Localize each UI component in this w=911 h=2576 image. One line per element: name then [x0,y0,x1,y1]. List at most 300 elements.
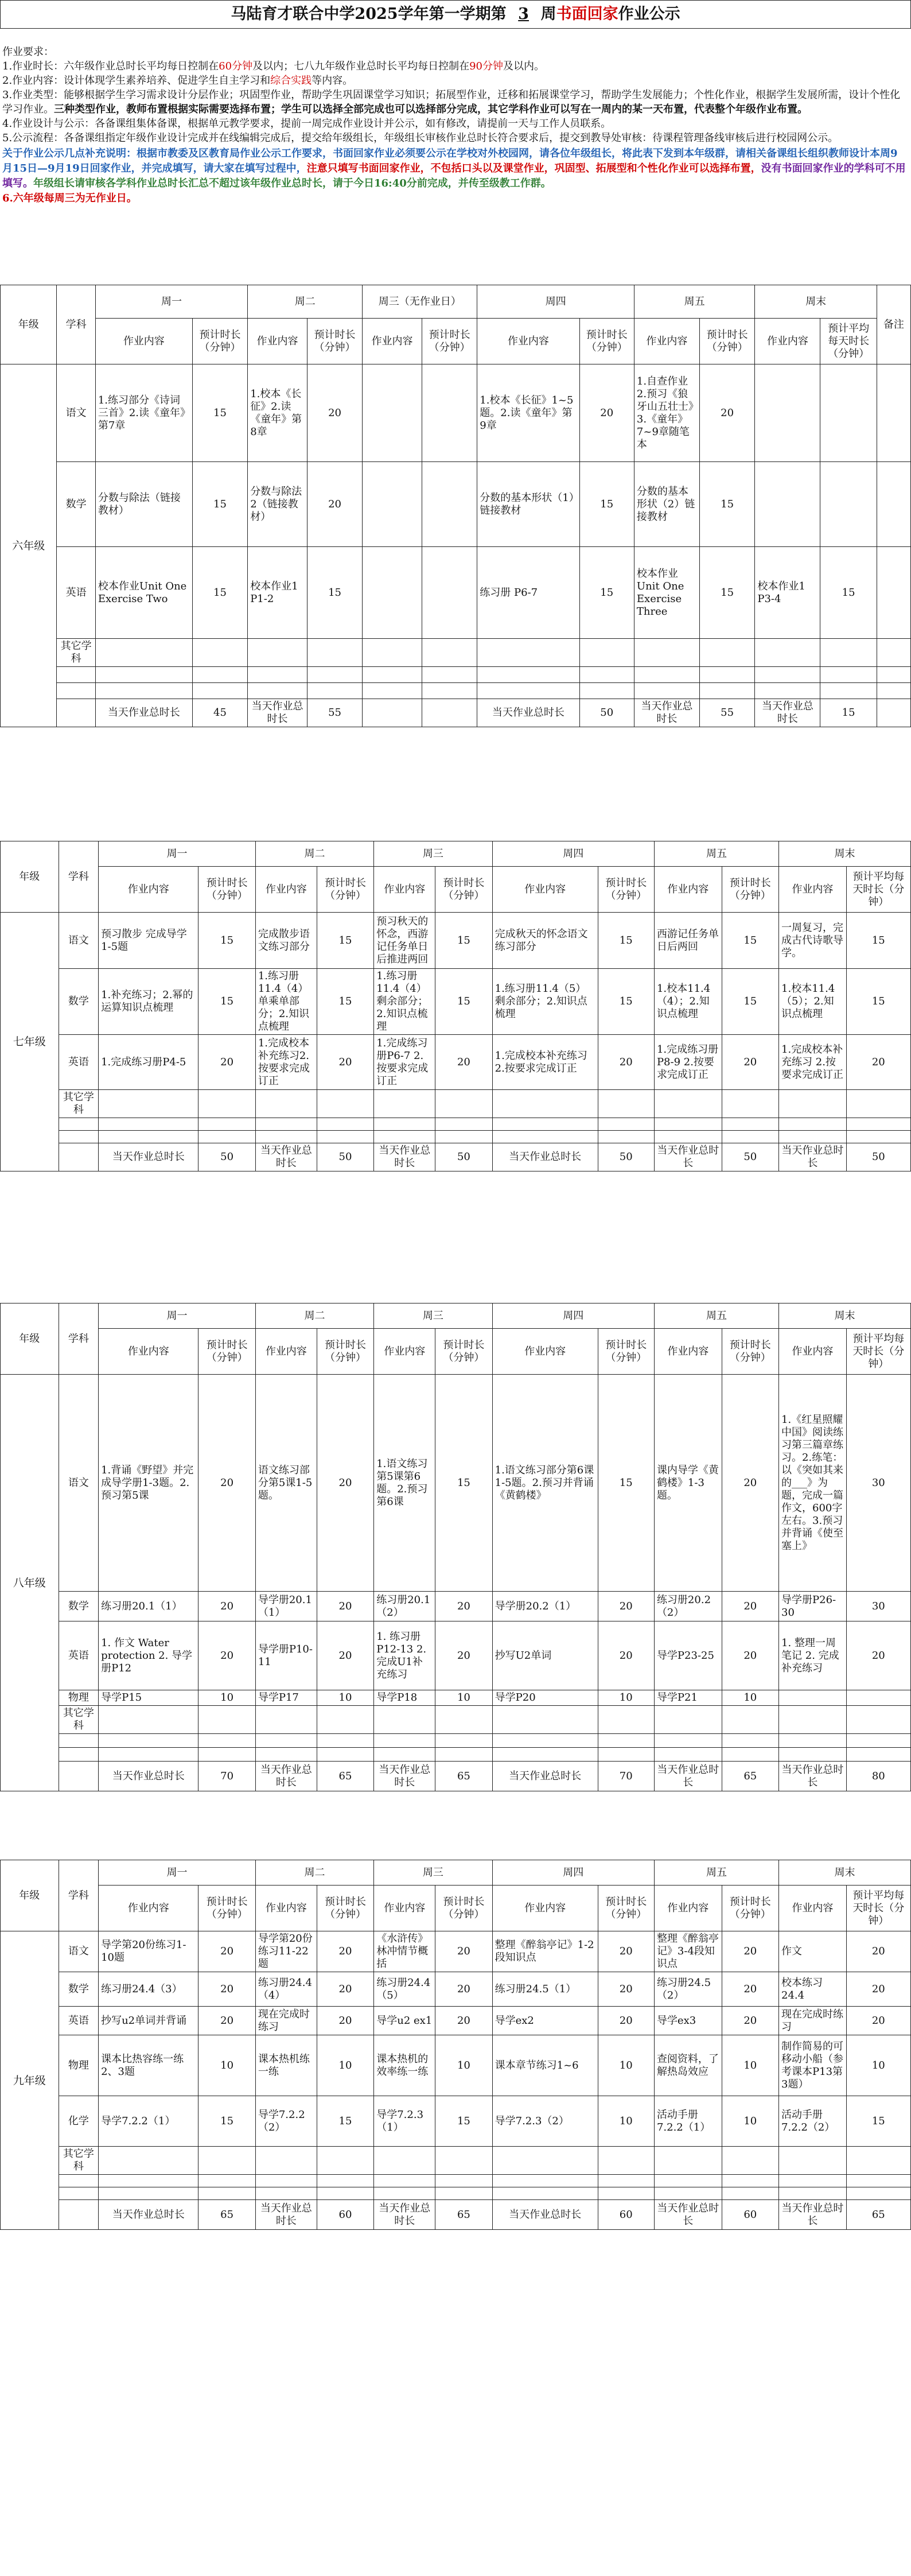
empty-cell [654,1706,722,1734]
time-header: 预计时长（分钟） [435,1886,492,1931]
homework-time: 20 [198,1592,255,1621]
subject-row [1,547,911,639]
day-header-tue: 周二 [255,841,373,867]
day-header-mon: 周一 [95,285,247,319]
homework-time: 20 [846,2007,910,2035]
homework-content: 制作简易的可移动小船（参考课本P13第3题） [779,2035,847,2096]
homework-content [363,462,422,547]
homework-time: 20 [722,1035,778,1090]
homework-time: 20 [699,364,754,462]
homework-content: 练习册20.1（2） [374,1592,435,1621]
empty-cell [255,1706,317,1734]
empty-cell [722,2175,778,2187]
homework-time: 20 [317,1972,373,2007]
content-header: 作业内容 [255,1886,317,1931]
homework-content: 1.完成校本补充练习 2.按要求完成订正 [779,1035,847,1090]
homework-content: 预习散步 完成导学1-5题 [99,913,198,969]
grade-label: 七年级 [1,913,59,1171]
homework-time: 20 [846,1931,910,1972]
homework-content: 整理《醉翁亭记》3-4段知识点 [654,1931,722,1972]
empty-cell [59,2175,99,2187]
empty-cell [59,1143,99,1171]
time-header: 预计时长（分钟） [579,319,634,364]
daily-total-label: 当天作业总时长 [99,2200,198,2230]
empty-cell [198,2147,255,2175]
empty-cell [477,683,579,699]
daily-total-value: 50 [579,699,634,727]
requirement-4: 4.作业设计与公示：各备课组集体备课，根据单元教学要求，提前一周完成作业设计并公示，如有修改，请提前一天与工作人员联系。 [2,118,612,130]
empty-cell [435,2147,492,2175]
homework-time: 20 [198,2007,255,2035]
homework-content: 完成秋天的怀念语文练习部分 [492,913,598,969]
homework-time: 20 [722,1931,778,1972]
empty-cell [598,1734,654,1748]
homework-content: 分数与除法2（链接教材） [248,462,307,547]
subject-row [1,364,911,462]
other-subjects-label: 其它学科 [59,1706,99,1734]
homework-time: 15 [435,913,492,969]
homework-time [820,462,877,547]
day-header-thu: 周四 [477,285,634,319]
homework-content [363,364,422,462]
daily-total-label: 当天作业总时长 [492,1762,598,1791]
empty-cell [57,683,95,699]
homework-content [755,364,820,462]
empty-cell [435,2175,492,2187]
empty-cell [598,2187,654,2200]
empty-cell [846,2147,910,2175]
subject-label: 数学 [59,969,99,1035]
content-header: 作业内容 [634,319,699,364]
homework-time: 20 [846,1035,910,1090]
homework-content: 导学册P10-11 [255,1621,317,1690]
empty-cell [255,1131,317,1143]
requirement-2: 2.作业内容：设计体现学生素养培养、促进学生自主学习和综合实践等内容。 [2,75,353,87]
empty-cell [435,1090,492,1118]
homework-time: 15 [198,913,255,969]
day-header-wed: 周三 [374,1860,492,1886]
subject-row [1,2035,911,2096]
homework-time: 10 [317,2035,373,2096]
subject-row [1,2007,911,2035]
time-header: 预计时长（分钟） [435,867,492,913]
empty-cell [317,1706,373,1734]
time-header: 预计时长（分钟） [598,867,654,913]
empty-cell [598,1118,654,1131]
empty-cell [59,1131,99,1143]
content-header: 作业内容 [492,1329,598,1375]
homework-content: 分数与除法（链接教材） [95,462,192,547]
homework-time [820,364,877,462]
empty-cell [255,1748,317,1762]
homework-time: 15 [435,1375,492,1592]
empty-cell [846,1748,910,1762]
homework-content: 练习册24.5（2） [654,1972,722,2007]
empty-cell [654,1131,722,1143]
empty-cell [307,639,362,667]
empty-cell [198,1090,255,1118]
empty-cell [255,2147,317,2175]
empty-cell [598,2147,654,2175]
empty-cell [422,639,477,667]
empty-cell [846,2187,910,2200]
homework-content: 1. 整理一周笔记 2. 完成补充练习 [779,1621,847,1690]
subject-row [1,1035,911,1090]
subject-label: 语文 [59,1375,99,1592]
empty-cell [317,1090,373,1118]
empty-cell [198,1706,255,1734]
daily-total-label: 当天作业总时长 [255,1143,317,1171]
homework-content: 校本作业Unit One Exercise Two [95,547,192,639]
homework-content: 练习册24.5（1） [492,1972,598,2007]
empty-cell [779,2187,847,2200]
subject-row [1,1931,911,1972]
homework-content: 练习册20.2（2） [654,1592,722,1621]
empty-cell [877,667,910,683]
homework-content: 导学第20份练习11-22题 [255,1931,317,1972]
subject-row [1,1375,911,1592]
homework-time: 20 [435,1592,492,1621]
daily-total-value: 70 [598,1762,654,1791]
subject-row [1,462,911,547]
homework-content: 校本作业Unit One Exercise Three [634,547,699,639]
remarks-header: 备注 [877,285,910,364]
empty-cell [59,2187,99,2200]
homework-content: 1.《红星照耀中国》阅读练习第三篇章练习。2.练笔：以《突如其来的___》为题，完成一篇作文，600字左右。3.预习并背诵《使至塞上》 [779,1375,847,1592]
homework-time: 15 [846,2096,910,2147]
daily-total-value: 60 [317,2200,373,2230]
subject-row [1,1592,911,1621]
homework-content: 1.完成练习册P6-7 2.按要求完成订正 [374,1035,435,1090]
empty-cell [317,2147,373,2175]
daily-total-label: 当天作业总时长 [477,699,579,727]
content-header: 作业内容 [779,1329,847,1375]
empty-cell [59,1734,99,1748]
content-header: 作业内容 [779,1886,847,1931]
content-header: 作业内容 [492,867,598,913]
empty-cell [59,1748,99,1762]
homework-content: 导学7.2.3（2） [492,2096,598,2147]
empty-cell [422,667,477,683]
empty-cell [755,683,820,699]
daily-total-value: 55 [307,699,362,727]
empty-cell [363,639,422,667]
homework-time: 20 [598,1621,654,1690]
empty-cell [846,1734,910,1748]
empty-cell [779,1748,847,1762]
homework-content: 一周复习，完成古代诗歌导学。 [779,913,847,969]
time-header: 预计时长（分钟） [307,319,362,364]
homework-content: 导学7.2.3（1） [374,2096,435,2147]
subject-label: 数学 [59,1972,99,2007]
day-header-wed6: 周三（无作业日） [363,285,477,319]
empty-cell [59,1762,99,1791]
empty-cell [722,1090,778,1118]
homework-content: 校本作业1 P1-2 [248,547,307,639]
empty-cell [492,1118,598,1131]
empty-cell [820,683,877,699]
homework-time: 10 [198,2035,255,2096]
empty-cell [846,2175,910,2187]
empty-cell [255,1090,317,1118]
homework-time [846,1690,910,1706]
daily-total-value: 60 [598,2200,654,2230]
empty-cell [374,2175,435,2187]
empty-cell [99,2147,198,2175]
homework-time: 20 [435,1621,492,1690]
daily-total-label: 当天作业总时长 [779,2200,847,2230]
homework-time: 15 [192,364,247,462]
daily-total-value: 50 [846,1143,910,1171]
homework-content: 练习册20.1（1） [99,1592,198,1621]
homework-time: 20 [598,1035,654,1090]
homework-content: 完成散步语文练习部分 [255,913,317,969]
time-header: 预计时长（分钟） [198,867,255,913]
subject-label: 物理 [59,2035,99,2096]
empty-cell [779,1090,847,1118]
day-header-wed: 周三 [374,1303,492,1329]
empty-cell [722,2147,778,2175]
day-header-thu: 周四 [492,841,654,867]
empty-cell [492,2175,598,2187]
empty-cell [477,639,579,667]
subject-label: 语文 [57,364,95,462]
empty-cell [779,2147,847,2175]
homework-requirements [2,45,906,145]
homework-time: 20 [198,1375,255,1592]
time-header: 预计平均每天时长（分钟） [820,319,877,364]
homework-time: 20 [317,1621,373,1690]
homework-time: 15 [192,547,247,639]
homework-time: 15 [699,547,754,639]
homework-time: 15 [598,969,654,1035]
time-header: 预计时长（分钟） [192,319,247,364]
homework-content: 导学7.2.2（1） [99,2096,198,2147]
homework-content: 导学ex3 [654,2007,722,2035]
empty-cell [779,1131,847,1143]
requirement-3: 3.作业类型：能够根据学生学习需求设计分层作业；巩固型作业，帮助学生巩固课堂学习知识；拓展型作业，迁移和拓展课堂学习，帮助学生发展能力；个性化作业，根据学生发展所需，设计个性化学习作业。三种类型作业，教师布置根据实际需要选择布置；学生可以选择全部完成也可以选择部分完成，其它学科作业可以写在一周内的某一天布置，代表整个年级作业布置。 [2,89,901,115]
daily-total-value: 45 [192,699,247,727]
homework-time: 10 [722,2096,778,2147]
homework-content: 抄写u2单词并背诵 [99,2007,198,2035]
daily-total-value: 50 [317,1143,373,1171]
empty-cell [598,1131,654,1143]
content-header: 作业内容 [95,319,192,364]
empty-cell [492,1748,598,1762]
homework-time: 10 [722,1690,778,1706]
empty-cell [192,683,247,699]
homework-time: 20 [317,1375,373,1592]
empty-cell [492,1131,598,1143]
homework-content: 练习册 P6-7 [477,547,579,639]
empty-cell [198,2175,255,2187]
homework-time: 15 [579,547,634,639]
homework-content: 1.背诵《野望》并完成导学册1-3题。2.预习第5课 [99,1375,198,1592]
page-title: 马陆育才联合中学2025学年第一学期第 3 周书面回家作业公示 [0,0,911,29]
empty-cell [95,683,192,699]
empty-cell [99,1090,198,1118]
empty-cell [477,667,579,683]
empty-cell [317,2175,373,2187]
empty-cell [492,1706,598,1734]
daily-total-value: 65 [722,1762,778,1791]
daily-total-value: 70 [198,1762,255,1791]
empty-cell [255,2175,317,2187]
homework-time: 15 [598,1375,654,1592]
empty-cell [846,1706,910,1734]
day-header-thu: 周四 [492,1860,654,1886]
empty-cell [99,1118,198,1131]
subject-row [1,1621,911,1690]
empty-cell [317,1748,373,1762]
supplementary-notice: 关于作业公示几点补充说明：根据市教委及区教育局作业公示工作要求，书面回家作业必须要公示在学校对外校园网，请各位年级组长，将此表下发到本年级群，请相关备课组长组织教师设计本周9月15日—9月19日回家作业，并完成填写，请大家在填写过程中，注意只填写书面回家作业，不包括口头以及课堂作业，巩固型、拓展型和个性化作业可以选择布置，没有书面回家作业的学科可不用填写。年级组长请审核各学科作业总时长汇总不超过该年级作业总时长，请于今日16:40分前完成，并传至级教工作群。 6.六年级每周三为无作业日。 [2,148,906,204]
homework-time: 10 [598,1690,654,1706]
homework-content: 导学P21 [654,1690,722,1706]
empty-cell [374,1131,435,1143]
homework-time: 20 [846,1972,910,2007]
homework-time: 15 [820,547,877,639]
empty-cell [654,2187,722,2200]
homework-time: 10 [598,2096,654,2147]
empty-cell [198,2187,255,2200]
homework-content: 练习册24.4（4） [255,1972,317,2007]
homework-time: 15 [317,913,373,969]
homework-time: 20 [435,1931,492,1972]
empty-cell [722,2187,778,2200]
empty-cell [598,1748,654,1762]
daily-total-label: 当天作业总时长 [654,2200,722,2230]
empty-cell [248,667,307,683]
requirements-heading: 作业要求： [2,46,54,58]
time-header: 预计平均每天时长（分钟） [846,867,910,913]
homework-time: 20 [317,1931,373,1972]
content-header: 作业内容 [779,867,847,913]
empty-cell [374,1090,435,1118]
content-header: 作业内容 [99,1329,198,1375]
homework-time [422,462,477,547]
daily-total-value: 65 [846,2200,910,2230]
empty-cell [846,1118,910,1131]
daily-total-label: 当天作业总时长 [255,2200,317,2230]
empty-cell [317,1118,373,1131]
time-header: 预计时长（分钟） [722,1329,778,1375]
empty-cell [248,639,307,667]
homework-content: 语文练习部分第5课1-5题。 [255,1375,317,1592]
empty-cell [255,1118,317,1131]
homework-content: 1.校本《长征》1~5题。2.读《童年》第9章 [477,364,579,462]
daily-total-label: 当天作业总时长 [99,1143,198,1171]
homework-time: 15 [317,969,373,1035]
empty-cell [198,1118,255,1131]
empty-cell [654,1734,722,1748]
content-header: 作业内容 [374,1329,435,1375]
homework-time: 15 [198,2096,255,2147]
homework-time: 10 [722,2035,778,2096]
grade-header: 年级 [1,1860,59,1931]
daily-total-label: 当天作业总时长 [492,1143,598,1171]
homework-time: 20 [598,1972,654,2007]
empty-cell [779,1118,847,1131]
homework-time: 20 [722,2007,778,2035]
homework-time: 15 [579,462,634,547]
daily-total-label: 当天作业总时长 [374,1762,435,1791]
homework-content: 西游记任务单日后两回 [654,913,722,969]
homework-content: 查阅资料，了解热岛效应 [654,2035,722,2096]
empty-cell [598,1706,654,1734]
homework-time: 15 [307,547,362,639]
time-header: 预计时长（分钟） [317,867,373,913]
empty-cell [422,683,477,699]
empty-cell [779,2175,847,2187]
empty-cell [492,1734,598,1748]
subject-row [1,1690,911,1706]
content-header: 作业内容 [99,1886,198,1931]
homework-time: 10 [435,2035,492,2096]
homework-time: 15 [192,462,247,547]
daily-total-label: 当天作业总时长 [755,699,820,727]
empty-cell [198,1734,255,1748]
homework-content: 课内导学《黄鹤楼》1-3题。 [654,1375,722,1592]
daily-total-value: 65 [435,1762,492,1791]
homework-content: 1. 作文 Water protection 2. 导学册P12 [99,1621,198,1690]
empty-cell [317,1131,373,1143]
empty-cell [255,1734,317,1748]
empty-cell [95,639,192,667]
homework-time: 20 [579,364,634,462]
daily-total-value: 55 [699,699,754,727]
empty-cell [198,1131,255,1143]
empty-cell [57,667,95,683]
empty-cell [654,2175,722,2187]
empty-cell [57,699,95,727]
homework-time: 20 [307,364,362,462]
remarks-cell [877,462,910,547]
homework-time: 10 [846,2035,910,2096]
homework-content: 导学册P26-30 [779,1592,847,1621]
homework-content [363,547,422,639]
other-subjects-label: 其它学科 [59,1090,99,1118]
empty-cell [95,667,192,683]
homework-time: 10 [198,1690,255,1706]
time-header: 预计时长（分钟） [198,1886,255,1931]
homework-time: 20 [198,1621,255,1690]
subject-header: 学科 [59,841,99,913]
content-header: 作业内容 [654,867,722,913]
homework-time: 10 [317,1690,373,1706]
homework-content: 整理《醉翁亭记》1-2段知识点 [492,1931,598,1972]
empty-cell [435,2187,492,2200]
homework-time: 20 [317,1592,373,1621]
content-header: 作业内容 [492,1886,598,1931]
day-header-wkd: 周末 [779,1860,911,1886]
day-header-fri: 周五 [654,1860,778,1886]
homework-table-grade-9 [0,1860,911,2230]
subject-label: 数学 [59,1592,99,1621]
daily-total-value: 65 [317,1762,373,1791]
empty-cell [435,1734,492,1748]
subject-label: 英语 [59,1035,99,1090]
homework-content: 导学册20.1（1） [255,1592,317,1621]
empty-cell [374,1748,435,1762]
empty-cell [820,667,877,683]
empty-cell [598,2175,654,2187]
empty-cell [198,1748,255,1762]
empty-cell [699,683,754,699]
empty-cell [722,1118,778,1131]
grade-label: 八年级 [1,1375,59,1791]
empty-cell [435,1131,492,1143]
empty-cell [99,1734,198,1748]
